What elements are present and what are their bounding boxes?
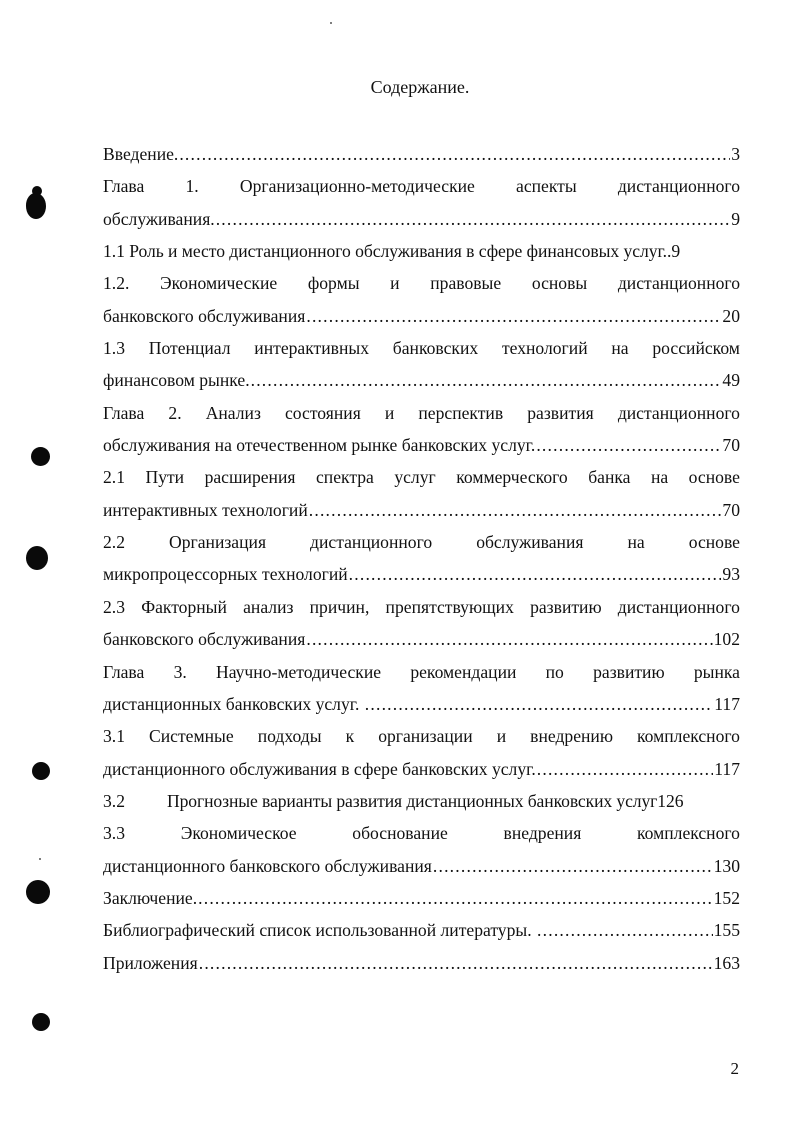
toc-entry-section-2-2	[103, 558, 740, 590]
toc-word: дистанционного	[617, 596, 740, 617]
toc-entry-chapter-2	[103, 429, 740, 461]
toc-entry-page: .9	[667, 241, 681, 262]
toc-entry-section-3-1-heading	[103, 720, 740, 752]
toc-word: развития	[527, 402, 594, 423]
toc-word: Системные	[149, 726, 234, 747]
toc-entry-introduction	[103, 138, 740, 170]
toc-entry-chapter-2-heading	[103, 397, 740, 429]
toc-word: технологий	[501, 338, 588, 359]
toc-word: Научно-методические	[216, 661, 382, 682]
toc-entry-chapter-3	[103, 688, 740, 720]
toc-entry-label: микропроцессорных технологий	[103, 564, 348, 585]
toc-entry-section-1-2	[103, 300, 740, 332]
toc-word: на	[627, 532, 645, 553]
toc-word: дистанционного	[310, 532, 433, 553]
toc-word: Пути	[145, 467, 185, 488]
toc-word: обслуживания	[476, 532, 584, 553]
toc-entry-number: 3.2	[103, 790, 125, 811]
toc-word: формы	[307, 273, 360, 294]
toc-word: 1.	[185, 176, 199, 197]
toc-leader	[537, 914, 713, 946]
toc-word: Глава	[103, 402, 145, 423]
toc-word: дистанционного	[617, 176, 740, 197]
toc-word: банковских	[392, 338, 479, 359]
toc-entry-bibliography	[103, 914, 740, 946]
toc-word: препятствующих	[385, 596, 514, 617]
toc-word: основы	[531, 273, 588, 294]
toc-word: 3.	[173, 661, 187, 682]
toc-entry-page: 20	[722, 305, 740, 326]
toc-word: Факторный	[141, 596, 227, 617]
toc-word: на	[611, 338, 629, 359]
toc-entry-label: дистанционного банковского обслуживания	[103, 855, 432, 876]
toc-entry-section-2-2-heading	[103, 526, 740, 558]
toc-word: к	[345, 726, 355, 747]
toc-word: коммерческого	[456, 467, 568, 488]
toc-entry-section-2-3	[103, 623, 740, 655]
toc-word: Экономическое	[180, 823, 297, 844]
toc-word: причин,	[309, 596, 370, 617]
toc-entry-page: 93	[722, 564, 740, 585]
toc-entry-label: обслуживания.	[103, 208, 215, 229]
toc-leader	[537, 753, 713, 785]
toc-entry-label: 1.1 Роль и место дистанционного обслуживания в сфере финансовых услуг.	[103, 241, 668, 262]
page-number: 2	[730, 1059, 739, 1078]
toc-word: на	[650, 467, 669, 488]
toc-word: 2.2	[103, 532, 125, 553]
toc-entry-page: 70	[722, 435, 740, 456]
toc-word: аспекты	[516, 176, 577, 197]
toc-entry-label: обслуживания на отечественном рынке банковских услуг.	[103, 435, 536, 456]
toc-word: дистанционного	[617, 402, 740, 423]
toc-entry-page: 49	[722, 370, 740, 391]
toc-word: подходы	[257, 726, 322, 747]
toc-word: банка	[588, 467, 631, 488]
toc-word: 1.2.	[103, 273, 130, 294]
toc-entry-page: 102	[713, 629, 740, 650]
toc-entry-section-2-1	[103, 494, 740, 526]
toc-word: Экономические	[160, 273, 278, 294]
toc-word: внедрения	[503, 823, 582, 844]
toc-word: рекомендации	[410, 661, 517, 682]
toc-word: Глава	[103, 176, 145, 197]
toc-word: 2.1	[103, 467, 125, 488]
toc-leader	[199, 947, 713, 979]
toc-word: услуг	[394, 467, 436, 488]
toc-entry-section-3-2	[103, 785, 740, 817]
toc-entry-chapter-1-heading	[103, 170, 740, 202]
toc-entry-section-2-1-heading	[103, 461, 740, 493]
punch-hole	[26, 880, 50, 904]
toc-entry-section-3-3	[103, 850, 740, 882]
toc-word: рынка	[693, 661, 740, 682]
toc-entry-label: Прогнозные варианты развития дистанционных банковских услуг126	[167, 790, 684, 811]
punch-hole	[32, 186, 42, 196]
toc-word: организации	[378, 726, 473, 747]
toc-word: правовые	[430, 273, 502, 294]
toc-word: по	[545, 661, 564, 682]
toc-entry-label: Приложения	[103, 952, 198, 973]
toc-word: основе	[688, 467, 740, 488]
toc-entry-page: 117	[714, 693, 740, 714]
toc-word: Анализ	[205, 402, 261, 423]
toc-entry-page: 155	[713, 920, 740, 941]
toc-word: и	[496, 726, 507, 747]
toc-word: перспектив	[418, 402, 504, 423]
toc-entry-section-2-3-heading	[103, 591, 740, 623]
toc-word: и	[390, 273, 400, 294]
punch-hole	[26, 193, 46, 219]
toc-entry-section-3-3-heading	[103, 817, 740, 849]
toc-word: 2.	[168, 402, 182, 423]
toc-leader	[306, 300, 721, 332]
toc-word: расширения	[204, 467, 296, 488]
toc-entry-section-1-1	[103, 235, 740, 267]
toc-entry-conclusion	[103, 882, 740, 914]
toc-word: анализ	[243, 596, 294, 617]
toc-word: развитию	[530, 596, 602, 617]
toc-entry-page: 130	[713, 855, 740, 876]
toc-word: и	[384, 402, 395, 423]
toc-leader	[251, 364, 722, 396]
toc-word: 3.3	[103, 823, 125, 844]
toc-word: комплексного	[637, 823, 740, 844]
toc-entry-label: банковского обслуживания	[103, 305, 306, 326]
toc-word: российском	[652, 338, 740, 359]
toc-word: комплексного	[637, 726, 740, 747]
toc-word: Потенциал	[148, 338, 231, 359]
punch-hole	[32, 762, 50, 780]
toc-entry-label: дистанционных банковских услуг.	[103, 693, 364, 714]
toc-entry-section-1-3-heading	[103, 332, 740, 364]
toc-word: интерактивных	[254, 338, 369, 359]
toc-entry-label: дистанционного обслуживания в сфере банковских услуг.	[103, 758, 536, 779]
toc-leader	[216, 203, 731, 235]
toc-word: 3.1	[103, 726, 125, 747]
toc-word: 1.3	[103, 338, 125, 359]
toc-word: дистанционного	[617, 273, 740, 294]
toc-leader	[198, 882, 712, 914]
toc-entry-page: 117	[714, 758, 740, 779]
toc-leader	[349, 558, 722, 590]
punch-hole	[31, 447, 50, 466]
page-title: Содержание.	[370, 77, 470, 97]
toc-entry-section-3-1	[103, 753, 740, 785]
toc-word: Организационно-методические	[239, 176, 475, 197]
scan-speck	[330, 22, 332, 24]
toc-word: Глава	[103, 661, 145, 682]
toc-word: основе	[688, 532, 740, 553]
punch-hole	[26, 546, 48, 570]
punch-hole	[32, 1013, 50, 1031]
toc-word: 2.3	[103, 596, 125, 617]
toc-entry-section-1-2-heading	[103, 267, 740, 299]
toc-leader	[179, 138, 730, 170]
toc-entry-chapter-3-heading	[103, 656, 740, 688]
toc-word: Организация	[169, 532, 267, 553]
toc-word: развитию	[593, 661, 665, 682]
toc-word: обоснование	[352, 823, 448, 844]
toc-leader	[309, 494, 722, 526]
toc-entry-page: 70	[722, 499, 740, 520]
scan-speck	[39, 858, 41, 860]
toc-leader	[365, 688, 713, 720]
toc-entry-label: Заключение.	[103, 887, 198, 908]
toc-leader	[433, 850, 713, 882]
toc-entry-appendices	[103, 947, 740, 979]
toc-entry-label: банковского обслуживания	[103, 629, 306, 650]
toc-leader	[306, 623, 712, 655]
table-of-contents	[103, 138, 740, 979]
toc-entry-page: 9	[731, 208, 740, 229]
toc-leader	[536, 429, 721, 461]
toc-entry-page: 3	[731, 144, 740, 164]
toc-entry-chapter-1	[103, 203, 740, 235]
toc-entry-label: Введение.	[103, 144, 179, 164]
toc-entry-page: 163	[713, 952, 740, 973]
toc-entry-page: 152	[713, 887, 740, 908]
toc-entry-section-1-3	[103, 364, 740, 396]
toc-entry-label: интерактивных технологий	[103, 499, 308, 520]
toc-word: внедрению	[530, 726, 613, 747]
toc-word: состояния	[285, 402, 361, 423]
toc-entry-label: Библиографический список использованной литературы.	[103, 920, 537, 941]
toc-word: спектра	[315, 467, 374, 488]
toc-entry-label: финансовом рынке.	[103, 370, 250, 391]
